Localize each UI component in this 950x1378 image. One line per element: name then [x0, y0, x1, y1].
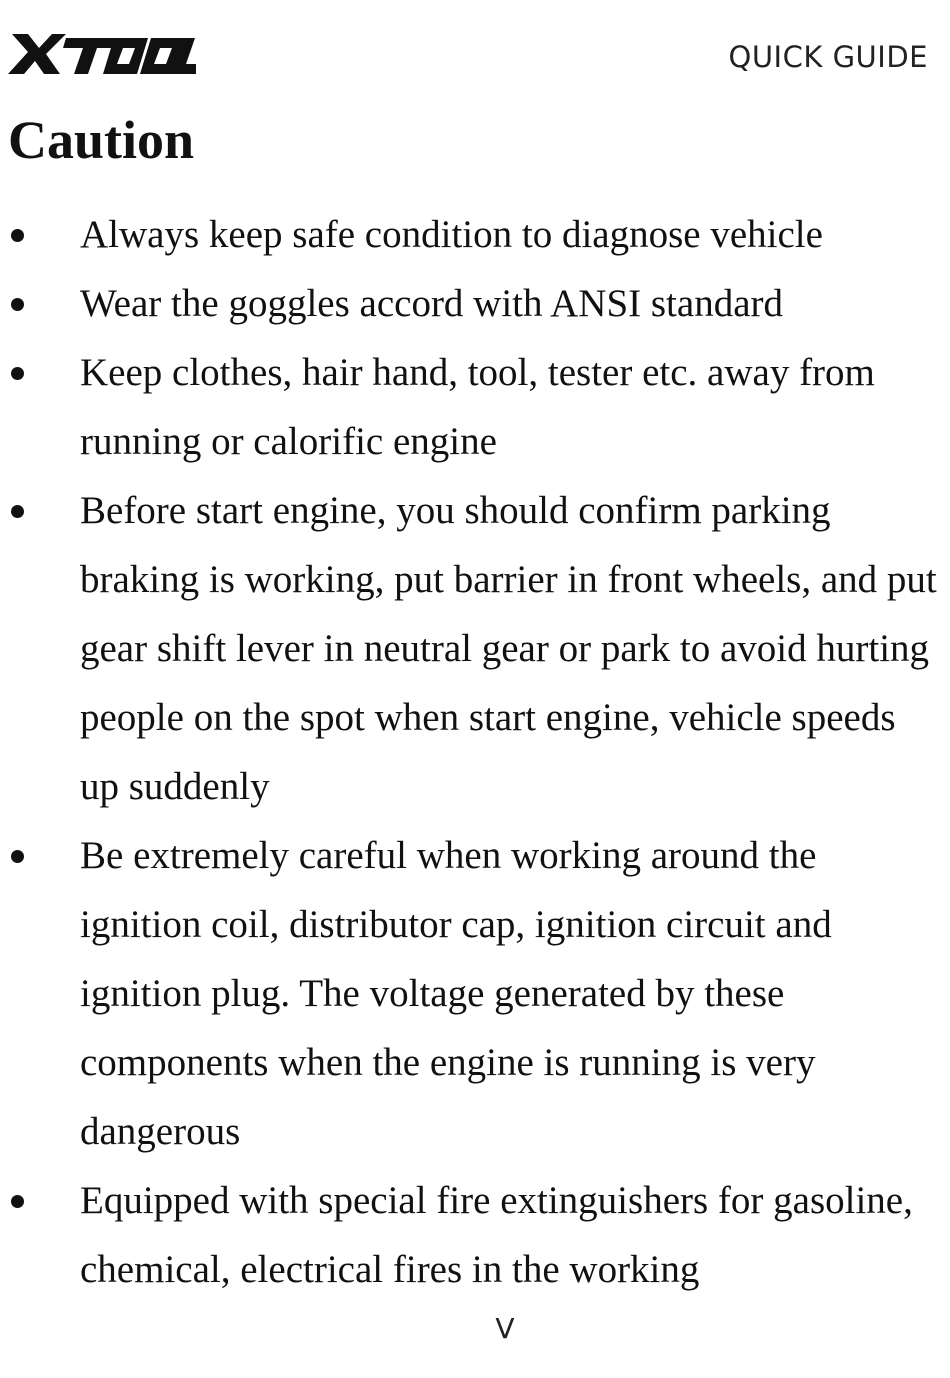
- caution-item-text: Be extremely careful when working around the ignition coil, distributor cap, ignition circuit and ignition plug. The voltage generated by these components when the engine is running is very dangerous: [80, 834, 832, 1153]
- caution-item-text: Equipped with special fire extinguishers for gasoline, chemical, electrical fires in the working: [80, 1179, 913, 1291]
- caution-item-ignition: [0, 821, 940, 1166]
- caution-item-keep-away: [0, 338, 940, 476]
- bullet-dot-icon: [11, 850, 24, 863]
- caution-item-before-start: [0, 476, 940, 821]
- page-title: Caution: [8, 110, 195, 170]
- caution-list: [0, 200, 940, 1304]
- caution-item-text: Before start engine, you should confirm parking braking is working, put barrier in front wheels, and put gear shift lever in neutral gear or park to avoid hurting people on the spot when start engine, vehicle speeds up suddenly: [80, 489, 937, 808]
- caution-item-goggles: [0, 269, 940, 338]
- caution-item-safe-condition: [0, 200, 940, 269]
- xtool-logo: [8, 26, 196, 78]
- caution-item-text: Always keep safe condition to diagnose vehicle: [80, 213, 823, 256]
- bullet-dot-icon: [11, 505, 24, 518]
- bullet-dot-icon: [11, 229, 24, 242]
- page-header: [0, 0, 950, 100]
- caution-item-text: Keep clothes, hair hand, tool, tester etc. away from running or calorific engine: [80, 351, 875, 463]
- quick-guide-label: QUICK GUIDE: [728, 40, 928, 74]
- caution-item-text: Wear the goggles accord with ANSI standard: [80, 282, 783, 325]
- bullet-dot-icon: [11, 1195, 24, 1208]
- page-number: V: [495, 1312, 515, 1345]
- xtool-logo-mark: [8, 26, 196, 78]
- bullet-dot-icon: [11, 298, 24, 311]
- caution-item-fire-extinguishers: [0, 1166, 940, 1304]
- bullet-dot-icon: [11, 367, 24, 380]
